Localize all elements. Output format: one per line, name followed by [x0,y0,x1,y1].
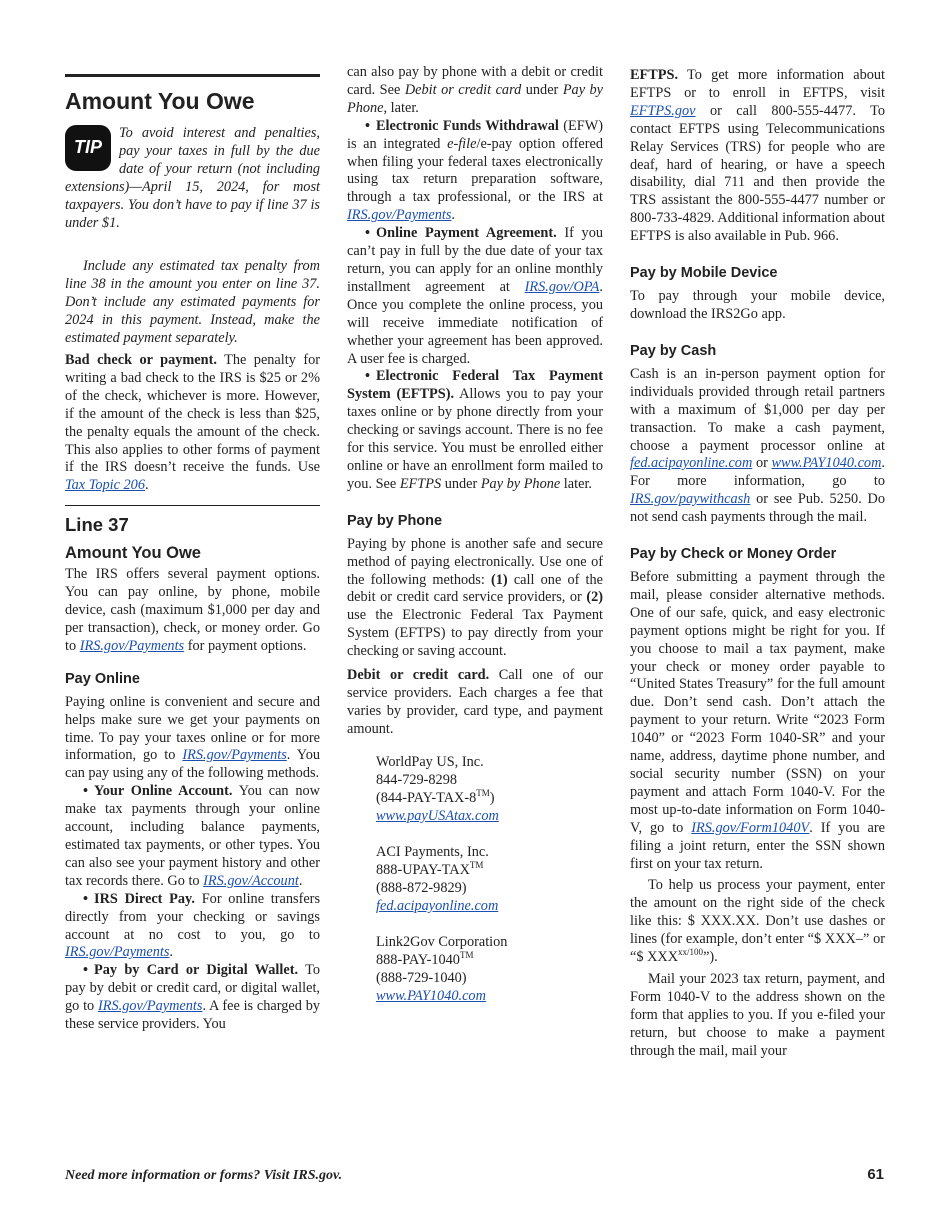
pay-by-phone-heading: Pay by Phone [347,512,443,529]
form1040v-link[interactable]: IRS.gov/Form1040V [691,819,810,836]
direct-pay-item: • IRS Direct Pay. For online transfers directly from your checking or savings account at no cost to you, go to IRS.gov/Payments. [65,891,320,963]
provider-aci: ACI Payments, Inc. 888-UPAY-TAX™ (888-872-9829) fed.acipayonline.com [376,843,499,914]
irs-payments-link[interactable]: IRS.gov/Payments [98,998,203,1015]
bad-check-paragraph: Bad check or payment. The penalty for writing a bad check to the IRS is $25 or 2% of the check, whichever is more. However, if the amount of the check is less than $25, the penalty equals the amount of the check. This also applies to other forms of payment if the IRS doesn’t receive the funds. Use Tax Topic 206. [65,351,320,494]
irs-account-link[interactable]: IRS.gov/Account [203,872,299,889]
online-account-item: • Your Online Account. You can now make tax payments through your online account, including balance payments, estimated tax payments, or other types. You can also see your payment history and other tax records there. Go to IRS.gov/Account. [65,783,320,890]
payment-options-paragraph: The IRS offers several payment options. You can pay online, by phone, mobile device, cash (maximum $1,000 per day and per transaction), check, or money order. Go to IRS.gov/Payments for payment options. [65,566,320,654]
section-rule [65,74,320,77]
page-number: 61 [867,1166,884,1183]
acipayonline-link[interactable]: fed.acipayonline.com [376,897,499,914]
check-heading: Pay by Check or Money Order [630,546,837,563]
pay-online-heading: Pay Online [65,670,140,687]
tax-topic-206-link[interactable]: Tax Topic 206 [65,477,145,494]
acipayonline-link[interactable]: fed.acipayonline.com [630,455,753,472]
tip-icon: TIP [65,125,111,171]
pay-online-paragraph: Paying online is convenient and secure and helps make sure we get your payments on time. To pay your taxes online or for more information, go to IRS.gov/Payments. You can pay using any of the following methods. [65,693,320,782]
provider-link2gov: Link2Gov Corporation 888-PAY-1040™ (888-729-1040) www.PAY1040.com [376,933,508,1004]
column-1 [65,64,320,1034]
estimated-penalty-note: Include any estimated tax penalty from line 38 in the amount you enter on line 37. Don’t include any estimated payments for 2024 in this payment. Instead, make the estimated payment separately. [65,258,320,347]
irs-payments-link[interactable]: IRS.gov/Payments [79,637,185,654]
mobile-paragraph: To pay through your mobile device, download the IRS2Go app. [630,288,885,322]
cash-heading: Pay by Cash [630,342,717,359]
eftps-paragraph: EFTPS. To get more information about EFTPS or to enroll in EFTPS, visit EFTPS.gov or call 800-555-4477. To contact EFTPS using Telecommunications Relay Services (TRS) for people who are deaf, hard of hearing, or have a speech disability, dial 711 and then provide the TRS assistant the 800-555-4477 number or 800-733-4829. Additional information about EFTPS is also available in Pub. 966. [630,67,885,245]
section-rule [65,505,320,506]
eftps-link[interactable]: EFTPS.gov [630,102,696,119]
irs-payments-link[interactable]: IRS.gov/Payments [65,944,170,961]
line37-subheading: Amount You Owe [65,544,201,563]
card-wallet-item: • Pay by Card or Digital Wallet. To pay by debit or credit card, or digital wallet, go to IRS.gov/Payments. A fee is charged by these service providers. You [65,962,320,1034]
irs-payments-link[interactable]: IRS.gov/Payments [347,207,452,224]
provider-worldpay: WorldPay US, Inc. 844-729-8298 (844-PAY-TAX-8™) www.payUSAtax.com [376,753,499,824]
irs-payments-link[interactable]: IRS.gov/Payments [182,747,287,764]
pay-by-phone-paragraph: Paying by phone is another safe and secure method of paying electronically. Use one of the following methods: (1) call one of the debit or credit card service providers, or (2) use the Electronic Federal Tax Payment System (EFTPS) to pay directly from your checking or saving account. [347,535,603,660]
card-continued-paragraph: can also pay by phone with a debit or credit card. See Debit or credit card under Pay by Phone, later. [347,64,604,116]
eftps-item: • Electronic Federal Tax Payment System (EFTPS). Allows you to pay your taxes online or by phone directly from your checking or savings account. There is no fee for this service. You must be enrolled either online or have an enrollment form mailed to you. See EFTPS under Pay by Phone later. [347,368,603,493]
payusatax-link[interactable]: www.payUSAtax.com [376,807,499,824]
section-heading: Amount You Owe [65,88,255,114]
efw-item: • Electronic Funds Withdrawal (EFW) is an integrated e-file/e-pay option offered when filing your federal taxes electronically using tax return preparation software, through a tax professional, or the IRS at IRS.gov/Payments. [347,118,603,225]
check-paragraph: Before submitting a payment through the mail, please consider alternative methods. One of our safe, quick, and easy electronic payment options might be right for you. If you choose to mail a tax payment, make your check or money order payable to “United States Treasury” for the full amount due. Don’t send cash. Don’t attach the payment to your return. Write “2023 Form 1040” or “2023 Form 1040-SR” and your name, address, daytime phone number, and social security number (SSN) on your payment and attach Form 1040-V. For the most up-to-date information on Form 1040-V, go to IRS.gov/Form1040V. If you are filing a joint return, enter the SSN shown first on your tax return. [630,569,886,872]
line37-heading: Line 37 [65,514,129,536]
footer-note: Need more information or forms? Visit IRS.gov. [65,1168,343,1183]
paywithcash-link[interactable]: IRS.gov/paywithcash [630,491,751,508]
debit-credit-paragraph: Debit or credit card. Call one of our service providers. Each charges a fee that varies by provider, card type, and payment amount. [347,667,603,737]
mobile-heading: Pay by Mobile Device [630,265,778,282]
pay1040-link[interactable]: www.PAY1040.com [771,455,882,472]
column-3 [630,67,885,1061]
tip-text: To avoid interest and penalties, pay your taxes in full by the due date of your return (not including extensions)—April 15, 2024, for most taxpayers. You don’t have to pay if line 37 is under $1. [65,125,320,231]
cash-paragraph: Cash is an in-person payment option for individuals provided through retail partners with a maximum of $1,000 per day per transaction. To make a cash payment, choose a payment processor online at fed.acipayonline.com or www.PAY1040.com. For more information, go to IRS.gov/paywithcash or see Pub. 5250. Do not send cash payments through the mail. [630,365,885,526]
opa-item: • Online Payment Agreement. If you can’t pay in full by the due date of your tax return, you can apply for an online monthly installment agreement at IRS.gov/OPA. Once you complete the online process, you will receive immediate notification of whether your agreement has been approved. A user fee is charged. [347,225,603,368]
irs-opa-link[interactable]: IRS.gov/OPA [524,278,600,295]
mail-paragraph: Mail your 2023 tax return, payment, and Form 1040-V to the address shown on the form that applies to you. If you e-filed your return, but choose to make a payment through the mail, mail your [630,970,885,1059]
pay1040-link[interactable]: www.PAY1040.com [376,987,486,1004]
check-amount-paragraph: To help us process your payment, enter the amount on the right side of the check like this: $ XXX.XX. Don’t use dashes or lines (for example, don’t enter “$ XXX–” or “$ $XXX^{xx/100}$”). [630,877,885,966]
column-2 [347,64,603,1005]
tip-box [65,125,320,232]
